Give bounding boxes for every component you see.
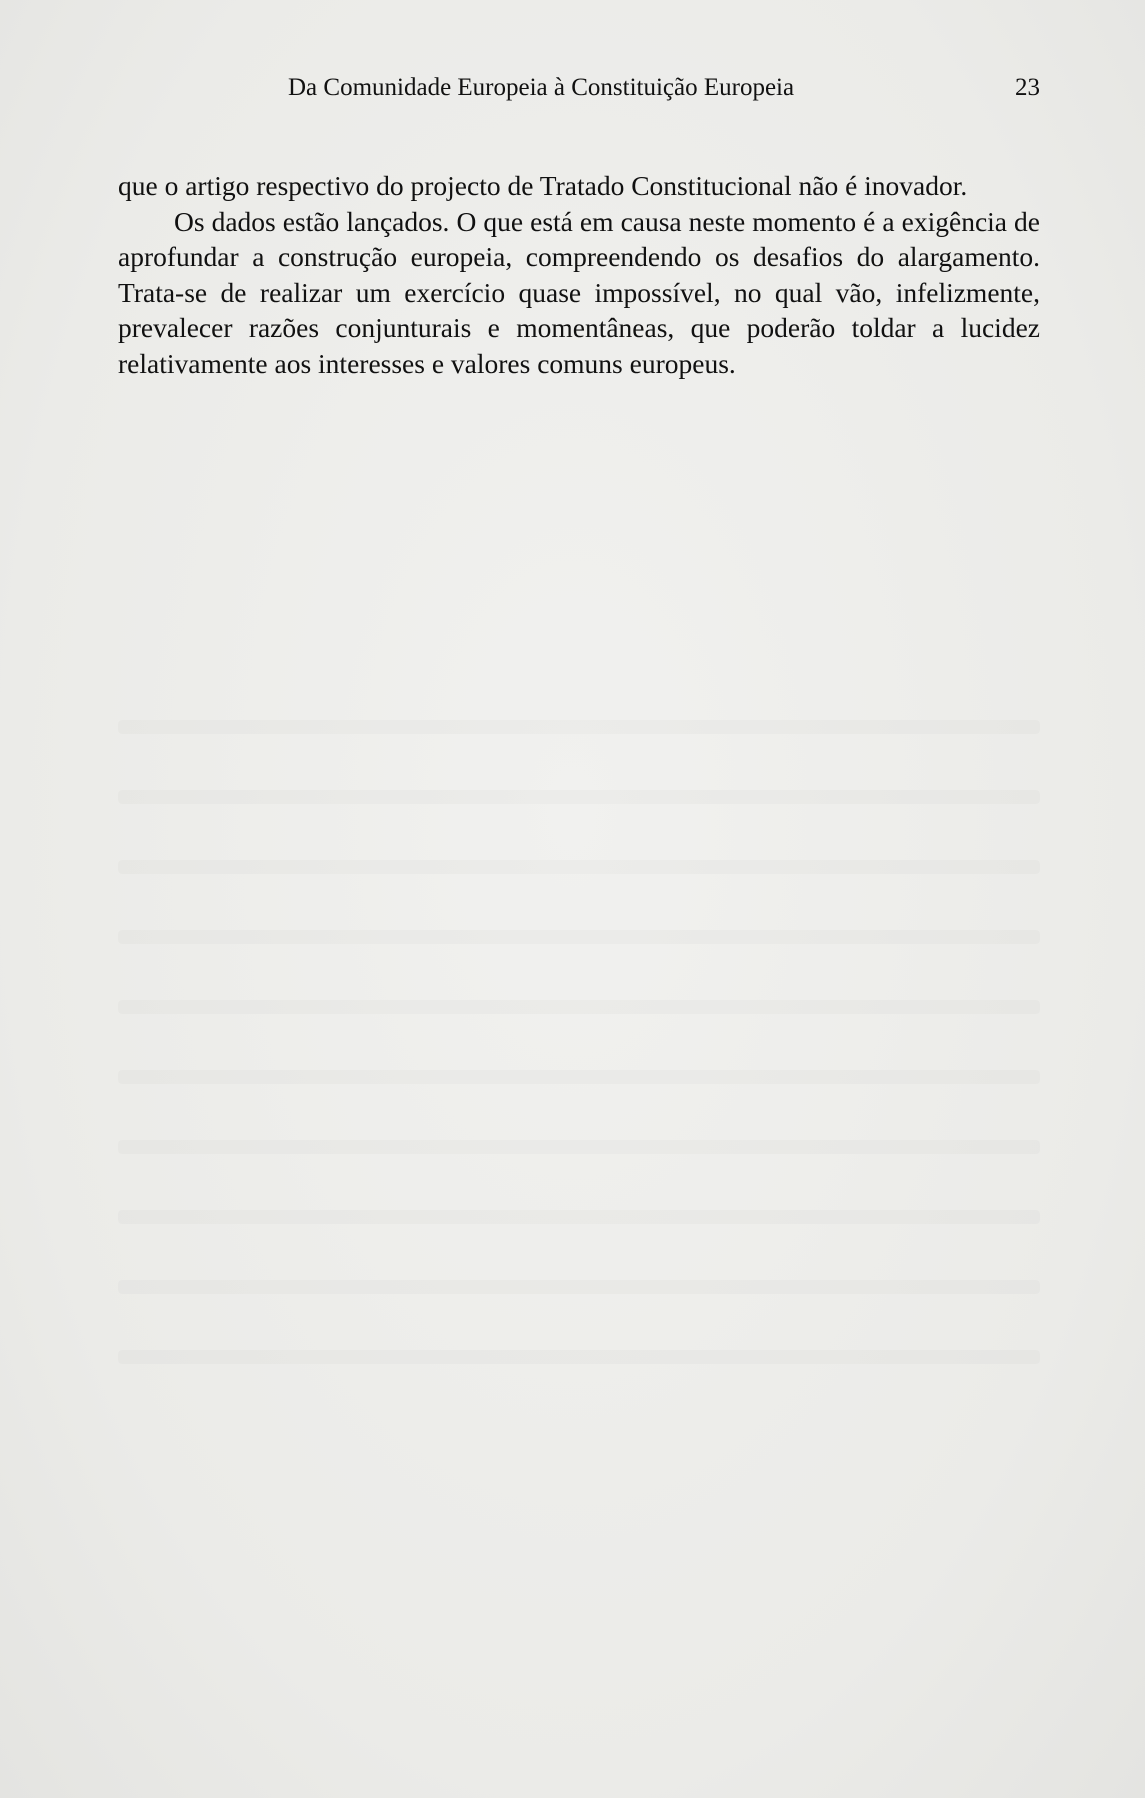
running-header bbox=[118, 70, 1040, 106]
bleed-through-mark bbox=[118, 720, 1040, 734]
running-title: Da Comunidade Europeia à Constituição Europeia bbox=[288, 74, 795, 101]
bleed-through-mark bbox=[118, 1140, 1040, 1154]
bleed-through-mark bbox=[118, 930, 1040, 944]
bleed-through-mark bbox=[118, 1000, 1040, 1014]
body-text bbox=[118, 168, 1040, 382]
bleed-through-mark bbox=[118, 1210, 1040, 1224]
bleed-through-mark bbox=[118, 790, 1040, 804]
page-number: 23 bbox=[1015, 74, 1040, 101]
paragraph-1: que o artigo respectivo do projecto de Tratado Constitucional não é inovador. bbox=[118, 170, 968, 201]
paragraph-2: Os dados estão lançados. O que está em causa neste momento é a exigência de aprofundar a construção europeia, compreendendo os desafios do alargamento. Trata-se de realizar um exercício quase impossível, no qual vão, infelizmente, prevalecer razões conjunturais e momentâneas, que poderão toldar a lucidez relativamente aos interesses e valores comuns europeus. bbox=[118, 205, 1040, 379]
bleed-through-mark bbox=[118, 1070, 1040, 1084]
bleed-through-mark bbox=[118, 1280, 1040, 1294]
bleed-through-mark bbox=[118, 860, 1040, 874]
bleed-through-mark bbox=[118, 1350, 1040, 1364]
